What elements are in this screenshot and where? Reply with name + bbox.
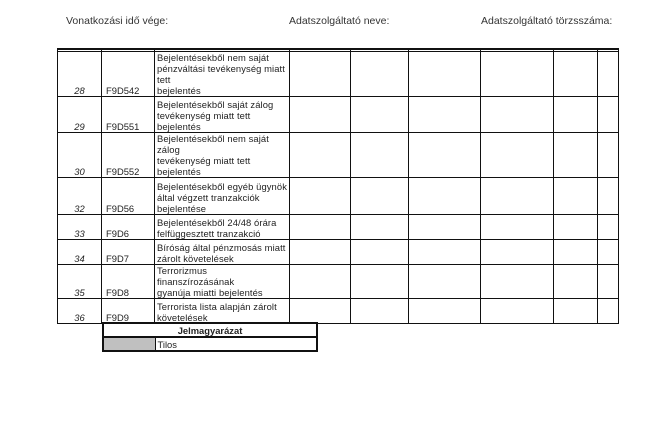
table-row [58,52,619,97]
value-cell [554,240,598,265]
description-line: által végzett tranzakciók [157,192,260,203]
row-number: 30 [58,133,102,178]
value-cell [409,215,481,240]
value-cell [598,299,619,324]
row-description [155,52,290,97]
row-number: 34 [58,240,102,265]
value-cell [290,133,351,178]
provider-name-label: Adatszolgáltató neve: [289,15,390,27]
value-cell [290,299,351,324]
row-description [155,265,290,299]
row-code: F9D6 [102,215,155,240]
value-cell [598,215,619,240]
description-line: Bejelentésekből saját zálog [157,99,274,110]
row-description [155,178,290,215]
value-cell [290,265,351,299]
value-cell [351,240,409,265]
value-cell [481,52,554,97]
value-cell [409,240,481,265]
value-cell [554,299,598,324]
value-cell [351,265,409,299]
value-cell [351,52,409,97]
description-line: Terrorista lista alapján zárolt [157,301,277,312]
description-line: zárolt követelések [157,253,234,264]
table-row [58,299,619,324]
description-line: pénzváltási tevékenység miatt tett [157,63,285,85]
value-cell [554,97,598,133]
row-code: F9D56 [102,178,155,215]
row-description [155,299,290,324]
value-cell [409,97,481,133]
value-cell [554,133,598,178]
value-cell [554,265,598,299]
description-line: Bejelentésekből nem saját zálog [157,133,269,155]
provider-id-label: Adatszolgáltató törzsszáma: [481,15,613,27]
value-cell [481,97,554,133]
value-cell [409,299,481,324]
value-cell [598,52,619,97]
value-cell [351,215,409,240]
description-line: tevékenység miatt tett bejelentés [157,155,251,177]
value-cell [481,215,554,240]
row-number: 28 [58,52,102,97]
row-code: F9D7 [102,240,155,265]
row-description [155,215,290,240]
description-line: Bíróság által pénzmosás miatt [157,242,286,253]
description-line: tevékenység miatt tett bejelentés [157,110,251,132]
row-description [155,97,290,133]
value-cell [409,178,481,215]
table-row [58,215,619,240]
legend-title: Jelmagyarázat [103,323,317,337]
table-row [58,133,619,178]
row-code: F9D8 [102,265,155,299]
value-cell [409,265,481,299]
value-cell [409,52,481,97]
row-number: 29 [58,97,102,133]
row-code: F9D551 [102,97,155,133]
value-cell [554,178,598,215]
value-cell [481,240,554,265]
legend-swatch-forbidden [103,337,155,351]
description-line: bejelentés [157,85,201,96]
description-line: Bejelentésekből nem saját [157,52,269,63]
value-cell [598,97,619,133]
value-cell [554,52,598,97]
value-cell [290,240,351,265]
value-cell [290,215,351,240]
description-line: Bejelentésekből egyéb ügynök [157,181,287,192]
value-cell [409,133,481,178]
description-line: Terrorizmus finanszírozásának [157,265,235,287]
value-cell [290,52,351,97]
description-line: gyanúja miatti bejelentés [157,287,263,298]
value-cell [481,299,554,324]
value-cell [351,299,409,324]
value-cell [598,265,619,299]
description-line: követelések [157,312,208,323]
row-description [155,133,290,178]
row-number: 36 [58,299,102,324]
row-code: F9D542 [102,52,155,97]
table-row [58,265,619,299]
row-code: F9D552 [102,133,155,178]
value-cell [598,178,619,215]
description-line: Bejelentésekből 24/48 órára [157,217,277,228]
value-cell [351,133,409,178]
legend-item [103,337,317,351]
legend-label-forbidden: Tilos [155,337,317,351]
table-row [58,240,619,265]
value-cell [554,215,598,240]
table-row [58,97,619,133]
row-number: 35 [58,265,102,299]
value-cell [290,178,351,215]
row-code: F9D9 [102,299,155,324]
description-line: bejelentése [157,203,207,214]
table-row [58,178,619,215]
value-cell [598,133,619,178]
period-end-label: Vonatkozási idő vége: [66,15,169,27]
value-cell [351,97,409,133]
row-number: 32 [58,178,102,215]
row-description [155,240,290,265]
value-cell [290,97,351,133]
value-cell [481,265,554,299]
value-cell [598,240,619,265]
value-cell [481,178,554,215]
description-line: felfüggesztett tranzakció [157,228,261,239]
value-cell [481,133,554,178]
report-table [57,48,619,324]
legend-table [102,322,318,352]
value-cell [351,178,409,215]
row-number: 33 [58,215,102,240]
